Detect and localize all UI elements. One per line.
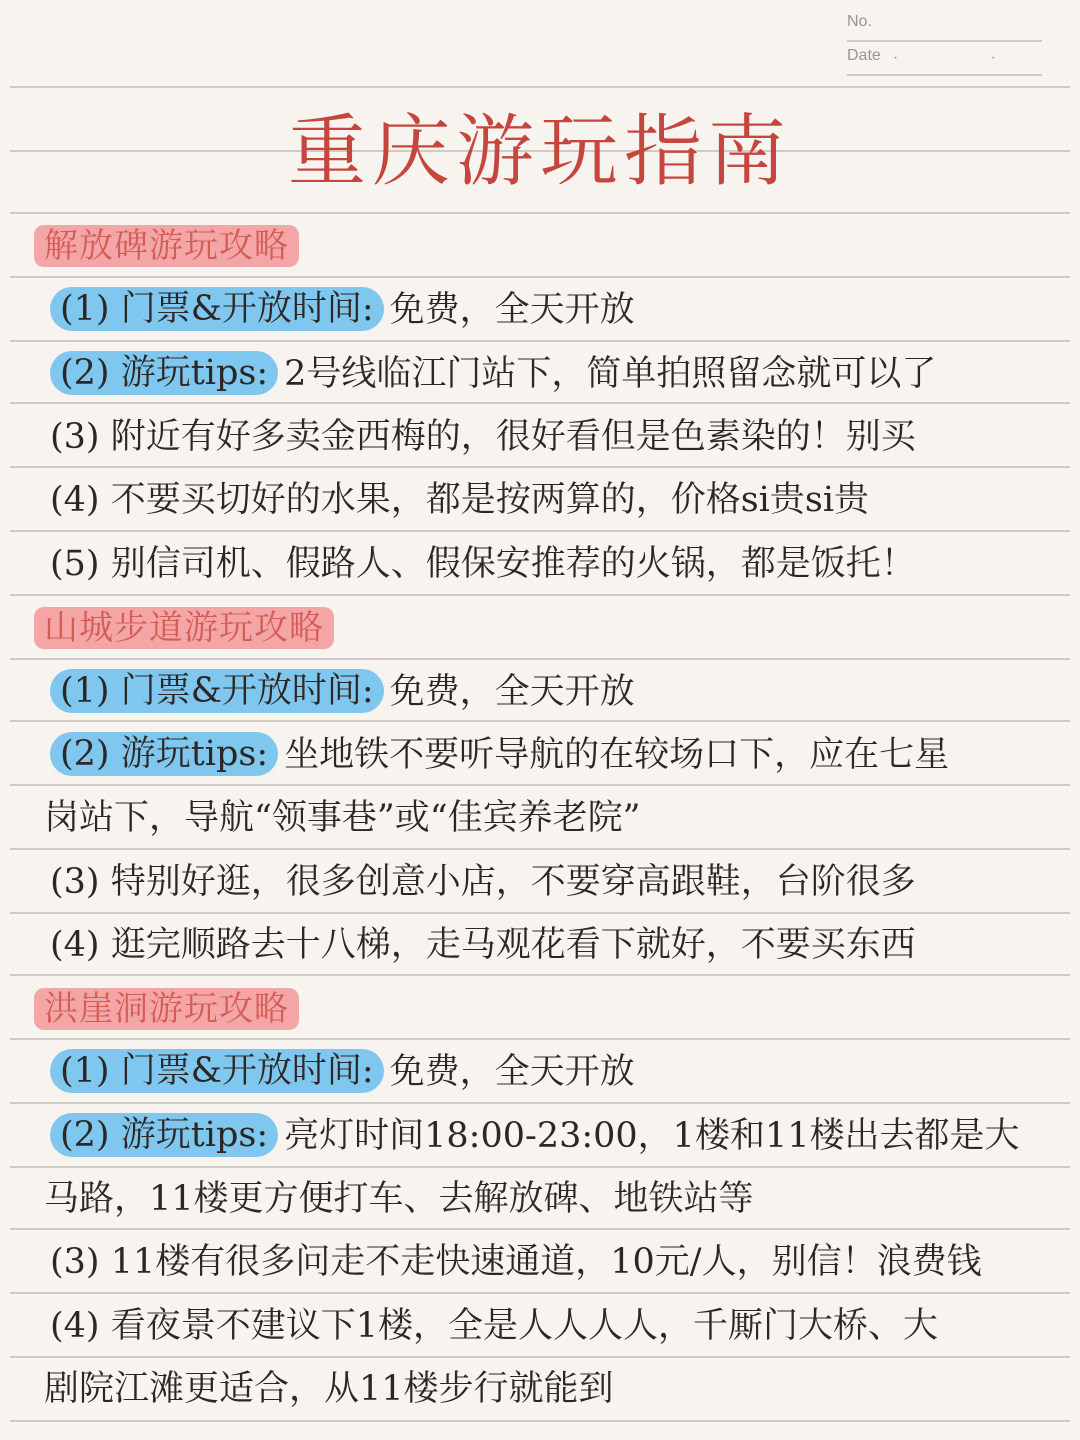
guide-line: 马路，11楼更方便打车、去解放碑、地铁站等 xyxy=(44,1179,754,1219)
line-text: 免费，全天开放 xyxy=(389,672,635,712)
guide-line: (5) 别信司机、假路人、假保安推荐的火锅，都是饭托！ xyxy=(50,544,916,584)
line-text: 免费，全天开放 xyxy=(389,290,635,330)
ruled-line xyxy=(10,212,1070,214)
guide-line: (4) 看夜景不建议下1楼，全是人人人人，千厮门大桥、大 xyxy=(50,1306,938,1346)
no-field xyxy=(847,8,1042,42)
guide-line: (3) 11楼有很多问走不走快速通道，10元/人，别信！浪费钱 xyxy=(50,1242,982,1282)
notebook-header xyxy=(847,8,1042,76)
date-label: Date xyxy=(847,47,881,64)
section-heading-hongyadong: 洪崖洞游玩攻略 xyxy=(34,988,299,1030)
ruled-line xyxy=(10,1420,1070,1422)
highlight-label: (1) 门票&开放时间: xyxy=(50,669,384,713)
line-text: 免费，全天开放 xyxy=(389,1052,635,1092)
ruled-line xyxy=(10,1292,1070,1294)
line-text: 亮灯时间18:00-23:00，1楼和11楼出去都是大 xyxy=(284,1116,1020,1156)
guide-line: 剧院江滩更适合，从11楼步行就能到 xyxy=(44,1369,614,1409)
ruled-line xyxy=(10,848,1070,850)
page-title: 重庆游玩指南 xyxy=(287,107,792,197)
ruled-line xyxy=(10,276,1070,278)
ruled-line xyxy=(10,594,1070,596)
ruled-line xyxy=(10,340,1070,342)
guide-line xyxy=(50,725,1040,785)
guide-line: 岗站下，导航“领事巷”或“佳宾养老院” xyxy=(44,798,641,838)
guide-line: (4) 逛完顺路去十八梯，走马观花看下就好，不要买东西 xyxy=(50,925,916,965)
highlight-label: (2) 游玩tips: xyxy=(50,351,278,395)
date-dots: · · xyxy=(892,49,1040,66)
ruled-line xyxy=(10,1356,1070,1358)
section-heading-shancheng-trail: 山城步道游玩攻略 xyxy=(34,607,334,649)
guide-line xyxy=(50,344,1040,404)
guide-line xyxy=(50,280,1040,340)
ruled-line xyxy=(10,530,1070,532)
highlight-label: (2) 游玩tips: xyxy=(50,732,278,776)
line-text: 2号线临江门站下，简单拍照留念就可以了 xyxy=(284,354,937,394)
guide-line: (3) 特别好逛，很多创意小店，不要穿高跟鞋，台阶很多 xyxy=(50,862,916,902)
guide-line xyxy=(50,662,1040,722)
guide-line: (4) 不要买切好的水果，都是按两算的，价格si贵si贵 xyxy=(50,480,870,520)
guide-line xyxy=(50,1106,1040,1166)
ruled-line xyxy=(10,658,1070,660)
guide-line xyxy=(50,1042,1040,1102)
highlight-label: (2) 游玩tips: xyxy=(50,1113,278,1157)
section-heading-jiefangbei: 解放碑游玩攻略 xyxy=(34,225,299,267)
highlight-label: (1) 门票&开放时间: xyxy=(50,287,384,331)
date-field xyxy=(847,42,1042,76)
ruled-line xyxy=(10,1166,1070,1168)
line-text: 坐地铁不要听导航的在较场口下，应在七星 xyxy=(284,735,950,775)
ruled-line xyxy=(10,912,1070,914)
ruled-line xyxy=(10,86,1070,88)
guide-line: (3) 附近有好多卖金西梅的，很好看但是色素染的！别买 xyxy=(50,417,916,457)
ruled-line xyxy=(10,1102,1070,1104)
ruled-line xyxy=(10,1038,1070,1040)
highlight-label: (1) 门票&开放时间: xyxy=(50,1049,384,1093)
no-label: No. xyxy=(847,13,872,30)
